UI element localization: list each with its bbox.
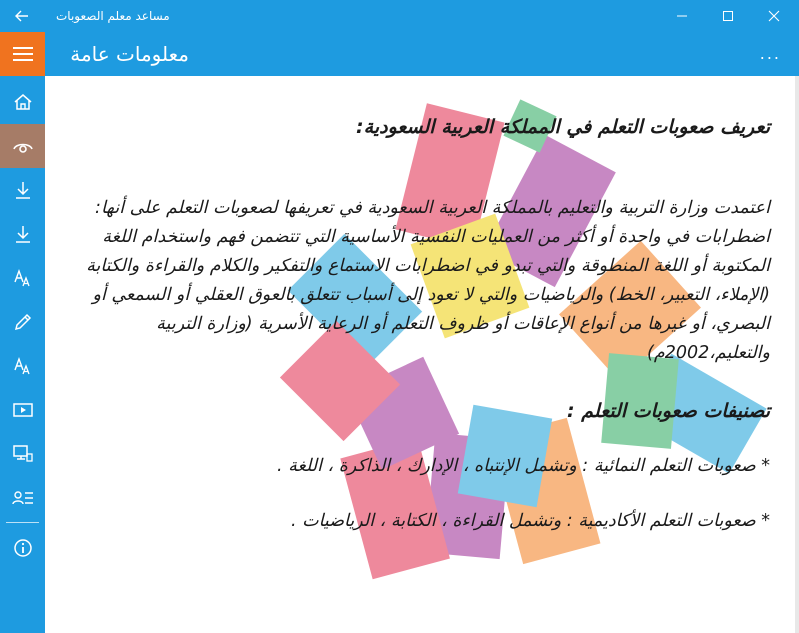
minimize-icon <box>676 10 688 22</box>
video-icon <box>12 401 34 419</box>
definition-paragraph: اعتمدت وزارة التربية والتعليم بالمملكة العربية السعودية في تعريفها لصعوبات التعلم على أنها: اضطرابات في واحدة أو أكثر من العمليات النفسية الأساسية التي تتضمن فهم واستخدام اللغة المكتوبة أو اللغة المنطوقة والتي تبدو في اضطرابات الاستماع والتفكير والكلام والقراءة والكتابة (الإملاء، التعبير، الخط) والرياضيات والتي لا تعود إلى أسباب تتعلق بالعوق العقلي أو السمعي أو البصري، أو غيرها من أنواع الإعاقات أو ظروف التعلم أو الرعاية الأسرية (وزارة التربية والتعليم،2002م) <box>86 198 770 363</box>
pencil-icon <box>13 312 33 332</box>
hamburger-icon <box>13 47 33 49</box>
sidebar-item-presentation[interactable] <box>0 432 45 476</box>
more-options-button[interactable]: ... <box>759 44 781 63</box>
maximize-button[interactable] <box>705 0 751 32</box>
presentation-icon <box>12 444 34 464</box>
minimize-button[interactable] <box>659 0 705 32</box>
sidebar-item-home[interactable] <box>0 80 45 124</box>
hamburger-line <box>13 53 33 55</box>
close-button[interactable] <box>751 0 797 32</box>
page-header <box>45 32 799 76</box>
close-icon <box>768 10 780 22</box>
font-size-icon <box>13 356 33 376</box>
home-icon <box>13 92 33 112</box>
sidebar-item-font-1[interactable] <box>0 256 45 300</box>
info-icon <box>13 538 33 558</box>
maximize-icon <box>722 10 734 22</box>
sidebar <box>0 32 45 633</box>
definition-heading: تعريف صعوبات التعلم في المملكة العربية السعودية: <box>356 116 770 138</box>
sidebar-item-download-1[interactable] <box>0 168 45 212</box>
sidebar-item-contacts[interactable] <box>0 476 45 520</box>
sidebar-item-view[interactable] <box>0 124 45 168</box>
sidebar-item-font-2[interactable] <box>0 344 45 388</box>
font-size-icon <box>13 268 33 288</box>
scrollbar[interactable] <box>795 76 799 633</box>
window-title: مساعد معلم الصعوبات <box>56 9 170 23</box>
hamburger-line <box>13 59 33 61</box>
contacts-list-icon <box>12 488 34 508</box>
sidebar-item-info[interactable] <box>0 526 45 570</box>
back-arrow-icon <box>14 8 30 24</box>
sidebar-item-video[interactable] <box>0 388 45 432</box>
article-text <box>65 116 770 536</box>
back-button[interactable] <box>0 0 44 32</box>
sidebar-divider <box>6 522 39 523</box>
eye-icon <box>12 137 34 155</box>
title-bar <box>0 0 799 32</box>
classifications-heading: تصنيفات صعوبات التعلم : <box>567 400 770 422</box>
menu-button[interactable] <box>0 32 45 76</box>
classification-item: * صعوبات التعلم النمائية : وتشمل الإنتباه ، الإدارك ، الذاكرة ، اللغة . <box>277 456 770 476</box>
download-icon <box>13 180 33 200</box>
sidebar-item-download-2[interactable] <box>0 212 45 256</box>
download-icon <box>13 224 33 244</box>
classification-item: * صعوبات التعلم الأكاديمية : وتشمل القراءة ، الكتابة ، الرياضيات . <box>290 511 770 531</box>
content-area <box>45 76 795 633</box>
sidebar-item-edit[interactable] <box>0 300 45 344</box>
page-title: معلومات عامة <box>70 42 189 66</box>
